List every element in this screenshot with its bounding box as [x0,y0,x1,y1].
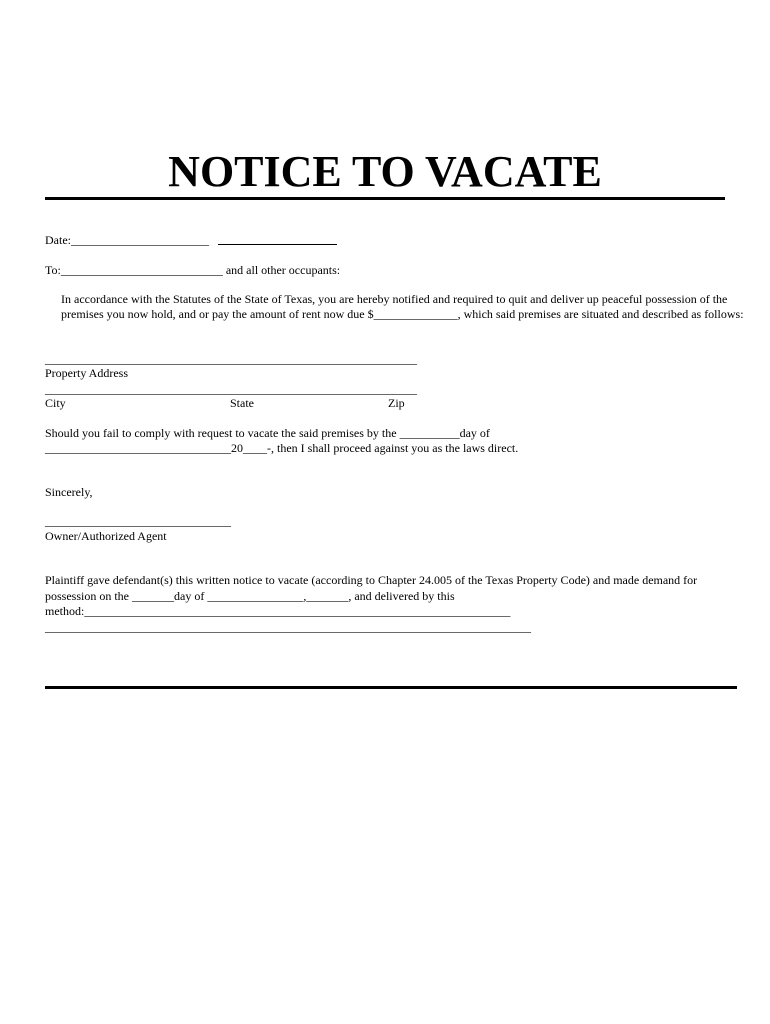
date-underline [218,244,337,245]
date-line: Date:_______________________ [45,233,209,247]
city-label: City [45,396,66,410]
signature-blank: _______________________________ [45,514,231,528]
plaintiff-line-3: method:_______________________________________________________________________ [45,604,511,618]
title-divider [45,197,725,200]
fail-line-2: _______________________________20____-, then I shall proceed against you as the laws direct. [45,441,519,455]
bottom-divider [45,686,737,689]
intro-paragraph: In accordance with the Statutes of the State of Texas, you are hereby notified and required to quit and deliver up peaceful possession of the premises you now hold, and or pay the amount of rent now due $______________, which said premises are situated and described as follows: [61,292,744,321]
fail-line-1: Should you fail to comply with request to vacate the said premises by the __________day of [45,426,490,440]
to-line: To:___________________________ and all other occupants: [45,263,341,277]
address-blank-2: ______________________________________________________________ [45,382,417,396]
signature-label: Owner/Authorized Agent [45,529,167,543]
closing-sincerely: Sincerely, [45,485,93,499]
property-address-label: Property Address [45,366,128,380]
zip-label: Zip [388,396,405,410]
plaintiff-line-4: _________________________________________________________________________________ [45,620,531,634]
plaintiff-line-2: possession on the _______day of ________________,_______, and delivered by this [45,589,455,603]
document-title: NOTICE TO VACATE [168,147,602,196]
plaintiff-line-1: Plaintiff gave defendant(s) this written notice to vacate (according to Chapter 24.005 of the Texas Property Code) and made demand for [45,573,698,587]
state-label: State [230,396,254,410]
address-blank-1: ______________________________________________________________ [45,352,417,366]
